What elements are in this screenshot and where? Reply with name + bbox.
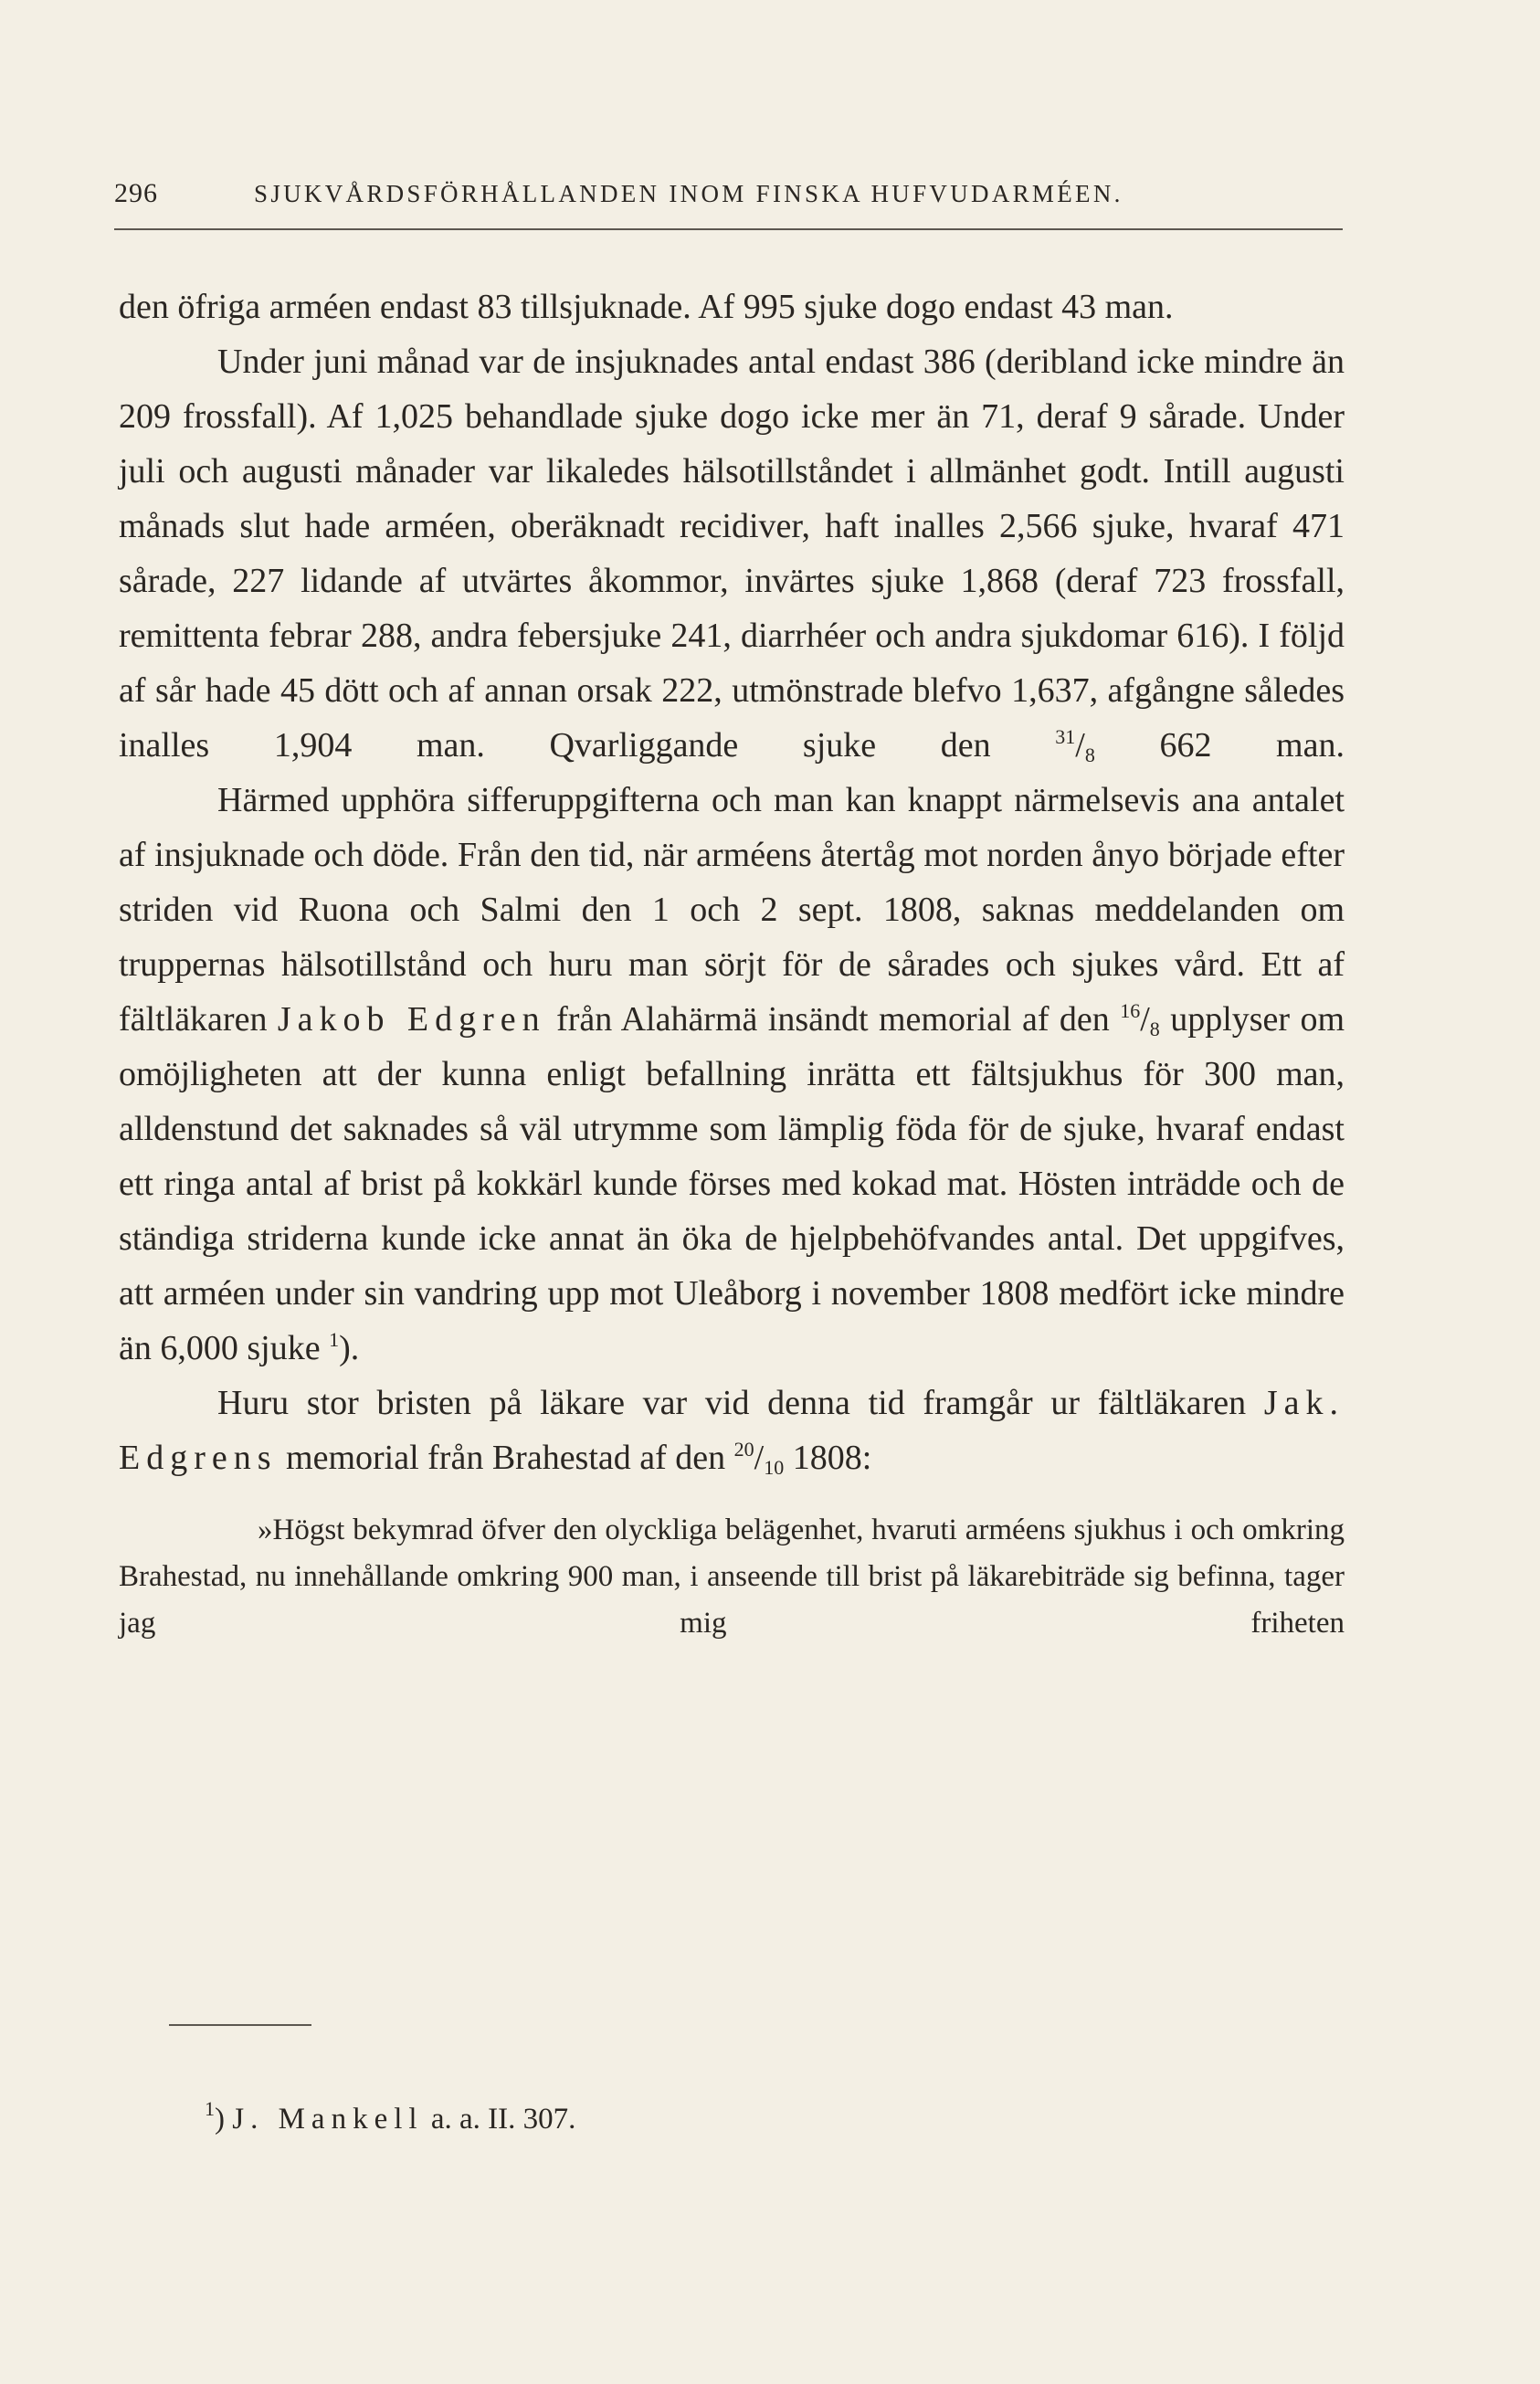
date-denominator: 10 [764, 1456, 785, 1479]
paragraph-1-text: den öfriga arméen endast 83 tillsjuknade. Af 995 sjuke dogo endast 43 man. [119, 288, 1174, 326]
paragraph-2-text: Under juni månad var de insjuknades antal endast 386 (deribland icke mindre än 209 frossfall). Af 1,025 behandlade sjuke dogo icke mer än 71, deraf 9 sårade. Under juli och augusti månader var likaledes hälsotillståndet i allmänhet godt. Intill augusti månads slut hade arméen, oberäknadt recidiver, haft inalles 2,566 sjuke, hvaraf 471 sårade, 227 lidande af utvärtes åkommor, invärtes sjuke 1,868 (deraf 723 frossfall, remittenta febrar 288, andra febersjuke 241, diarrhéer och andra sjukdomar 616). I följd af sår hade 45 dött och af annan orsak 222, utmönstrade blefvo 1,637, afgångne således inalles 1,904 man. Qvarliggande sjuke den [119, 343, 1345, 765]
running-head [114, 172, 1338, 216]
footnote [205, 2096, 1027, 2142]
paragraph-3-text-b: från Alahärmä insändt memorial af den [556, 1000, 1110, 1039]
date-numerator: 31 [1055, 725, 1076, 748]
footnote-author: J. Mankell [232, 2103, 424, 2136]
person-name: Jakob Edgren [277, 1000, 546, 1039]
date-numerator: 20 [733, 1438, 754, 1461]
paragraph-3: Härmed upphöra sifferuppgifterna och man kan knappt närmelsevis ana antalet af insjuknade och döde. Från den tid, när arméens återtåg mot norden ånyo började efter striden vid Ruona och Salmi den 1 och 2 sept. 1808, saknas meddelanden om truppernas hälsotillstånd och huru man sörjt för de sårades och sjukes vård. Ett af fältläkaren Jakob Edgren från Alahärmä insändt memorial af den $^{16}/_8$ upplyser om omöjligheten att der kunna enligt befallning inrätta ett fältsjukhus för 300 man, alldenstund det saknades så väl utrymme som lämplig föda för de sjuke, hvaraf endast ett ringa antal af brist på kokkärl kunde förses med kokad mat. Hösten inträdde och de ständiga striderna kunde icke annat än öka de hjelpbehöfvandes antal. Det uppgifves, att arméen under sin vandring upp mot Uleåborg i november 1808 medfört icke mindre än 6,000 sjuke $^1$). [119, 781, 1345, 1367]
header-rule [114, 228, 1343, 230]
quote-text: »Högst bekymrad öfver den olyckliga belägenhet, hvaruti arméens sjukhus i och omkring Brahestad, nu innehållande omkring 900 man, i anseende till brist på läkarebiträde sig befinna, tager jag mig friheten [119, 1514, 1345, 1640]
footnote-reference-text: a. a. II. 307. [430, 2103, 576, 2136]
paragraph-3-text-a: Härmed upphöra sifferuppgifterna och man kan knappt närmelsevis ana antalet af insjuknade och döde. Från den tid, när arméens återtåg mot norden ånyo började efter striden vid Ruona och Salmi den 1 och 2 sept. 1808, saknas meddelanden om truppernas hälsotillstånd och huru man sörjt för de sårades och sjukes vård. Ett af fältläkaren [119, 781, 1345, 1039]
date-denominator: 8 [1149, 1018, 1160, 1040]
paragraph-3-text-c: upplyser om omöjligheten att der kunna enligt befallning inrätta ett fältsjukhus för 300 man, alldenstund det saknades så väl utrymme som lämplig föda för de sjuke, hvaraf endast ett ringa antal af brist på kokkärl kunde förses med kokad mat. Hösten inträdde och de ständiga striderna kunde icke annat än öka de hjelpbehöfvandes antal. Det uppgifves, att arméen under sin vandring upp mot Uleåborg i november 1808 medfört icke mindre än 6,000 sjuke [119, 1000, 1345, 1367]
block-quote [119, 1507, 1345, 1647]
paragraph-4: Huru stor bristen på läkare var vid denna tid framgår ur fältläkaren Jak. Edgrens memorial från Brahestad af den $^{20}/_{10}$ 1808: [119, 1384, 1345, 1479]
paragraph-2-end: 662 man. [1159, 726, 1345, 765]
body-text [119, 280, 1345, 1647]
date-numerator: 16 [1120, 999, 1141, 1022]
paragraph-4-text-a: Huru stor bristen på läkare var vid denna tid framgår ur fältläkaren [217, 1384, 1247, 1422]
footnote-mark-close: ) [215, 2103, 225, 2136]
date-denominator: 8 [1084, 744, 1095, 766]
running-title: SJUKVÅRDSFÖRHÅLLANDEN INOM FINSKA HUFVUDARMÉEN. [254, 180, 1123, 207]
page-number: 296 [114, 178, 158, 208]
paragraph-1 [119, 280, 1345, 334]
footnote-rule [169, 2024, 311, 2026]
paragraph-4-text-c: 1808: [792, 1439, 872, 1477]
footnote-reference[interactable]: 1 [329, 1328, 340, 1351]
footnote-mark: 1 [205, 2097, 215, 2120]
paragraph-2: Under juni månad var de insjuknades antal endast 386 (deribland icke mindre än 209 frossfall). Af 1,025 behandlade sjuke dogo icke mer än 71, deraf 9 sårade. Under juli och augusti månader var likaledes hälsotillståndet i allmänhet godt. Intill augusti månads slut hade arméen, oberäknadt recidiver, haft inalles 2,566 sjuke, hvaraf 471 sårade, 227 lidande af utvärtes åkommor, invärtes sjuke 1,868 (deraf 723 frossfall, remittenta febrar 288, andra febersjuke 241, diarrhéer och andra sjukdomar 616). I följd af sår hade 45 dött och af annan orsak 222, utmönstrade blefvo 1,637, afgångne således inalles 1,904 man. Qvarliggande sjuke den $^{31}/_8$ 662 man. [119, 343, 1345, 766]
paragraph-4-text-b: memorial från Brahestad af den [286, 1439, 726, 1477]
person-name: Jak. Edgrens [119, 1384, 1345, 1477]
paragraph-3-end: ). [339, 1329, 360, 1367]
quote-paragraph [119, 1507, 1345, 1647]
